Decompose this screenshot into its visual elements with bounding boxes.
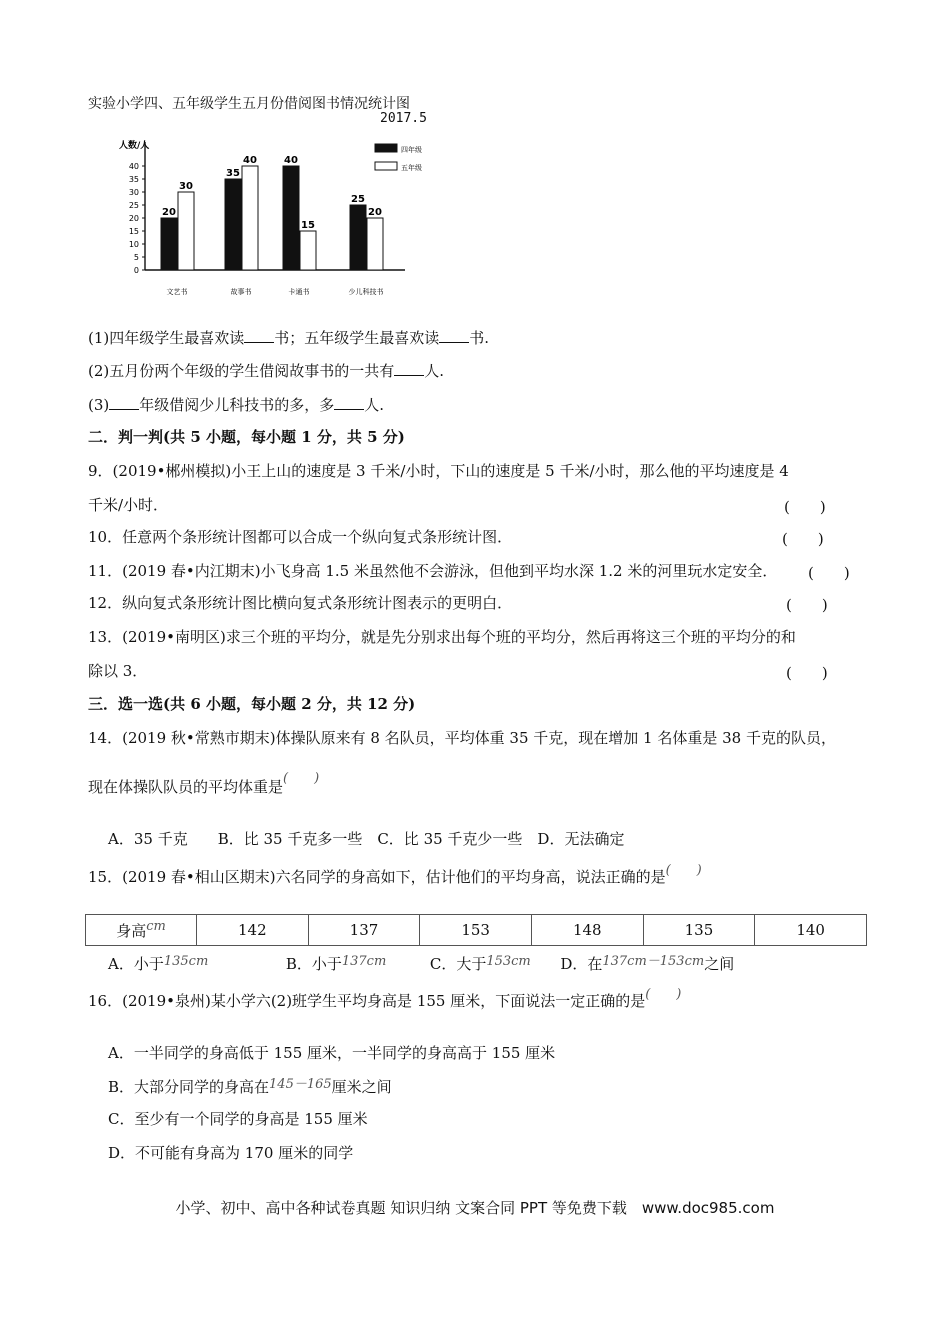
- question-16-option-b: [108, 1076, 392, 1100]
- q1-text-a: (1)四年级学生最喜欢读: [88, 329, 245, 347]
- section-heading-choose: 三．选一选(共 6 小题，每小题 2 分，共 12 分): [88, 695, 416, 713]
- legend-swatch: [375, 144, 397, 152]
- q1-text-b: 书；五年级学生最喜欢读: [274, 329, 440, 347]
- q14-stem: 现在体操队队员的平均体重是: [88, 778, 284, 796]
- answer-blank[interactable]: [394, 361, 424, 376]
- q15-stem: 15．(2019 春•相山区期末)六名同学的身高如下，估计他们的平均身高，说法正确的是: [88, 868, 666, 886]
- section-heading-judge: 二．判一判(共 5 小题，每小题 1 分，共 5 分): [88, 428, 405, 446]
- bar-chart: [113, 130, 423, 300]
- option-b: B．小于: [285, 955, 342, 973]
- bar-value-label: 20: [368, 207, 382, 218]
- y-tick-label: 40: [128, 162, 139, 171]
- q16-stem: 16．(2019•泉州)某小学六(2)班学生平均身高是 155 厘米，下面说法一定正确的是: [88, 992, 646, 1010]
- question-14-line1: 14．(2019 秋•常熟市期末)体操队原来有 8 名队员，平均体重 35 千克，现在增加 1 名体重是 38 千克的队员，: [88, 729, 836, 747]
- y-tick-label: 30: [128, 188, 139, 197]
- table-cell: 153: [420, 915, 532, 946]
- bar: [178, 192, 194, 270]
- option-d-value: 137cm－153cm: [602, 954, 705, 969]
- option-c-value: 153cm: [486, 954, 531, 969]
- question-9-line2: 千米/小时．: [88, 496, 169, 514]
- answer-paren[interactable]: ( ): [283, 771, 320, 786]
- question-13-line2: 除以 3．: [88, 662, 148, 680]
- bar: [161, 218, 177, 270]
- option-b-value: 137cm: [341, 954, 387, 969]
- table-cell: 140: [755, 915, 867, 946]
- answer-paren[interactable]: ( ): [782, 530, 824, 548]
- y-tick-label: 5: [133, 253, 139, 262]
- option-b-range: 145－165: [269, 1077, 332, 1092]
- question-14-options: A．35 千克 B．比 35 千克多一些 C．比 35 千克少一些 D．无法确定: [108, 830, 625, 848]
- option-a: A．小于: [108, 955, 164, 973]
- bar-value-label: 35: [226, 168, 240, 179]
- question-15-options: [108, 953, 734, 977]
- question-16-option-a: A．一半同学的身高低于 155 厘米，一半同学的身高高于 155 厘米: [108, 1044, 556, 1062]
- table-row: [86, 915, 867, 946]
- question-15: [88, 863, 702, 890]
- question-2: [88, 360, 444, 382]
- answer-paren[interactable]: ( ): [786, 596, 828, 614]
- question-12: 12．纵向复式条形统计图比横向复式条形统计图表示的更明白．: [88, 594, 513, 612]
- question-13-line1: 13．(2019•南明区)求三个班的平均分，就是先分别求出每个班的平均分，然后再将这三个班的平均分的和: [88, 628, 796, 646]
- bar-value-label: 30: [179, 181, 193, 192]
- header-unit: cm: [146, 918, 166, 934]
- x-tick-label: 故事书: [230, 288, 252, 296]
- option-d: D．在: [560, 955, 603, 973]
- question-14-line2: [88, 771, 320, 800]
- answer-blank[interactable]: [244, 328, 274, 343]
- question-10: 10．任意两个条形统计图都可以合成一个纵向复式条形统计图．: [88, 528, 513, 546]
- bar-value-label: 15: [301, 220, 315, 231]
- legend-swatch: [375, 162, 397, 170]
- answer-paren[interactable]: ( ): [645, 987, 682, 1002]
- bar: [367, 218, 383, 270]
- x-tick-label: 文艺书: [166, 288, 188, 296]
- q1-text-c: 书.: [469, 329, 490, 347]
- page-footer: 小学、初中、高中各种试卷真题 知识归纳 文案合同 PPT 等免费下载 www.doc985.com: [175, 1199, 775, 1217]
- bar: [225, 179, 241, 270]
- bar: [242, 166, 258, 270]
- legend-label: 四年级: [401, 146, 422, 154]
- bar-value-label: 20: [162, 207, 176, 218]
- q2-text-a: (2)五月份两个年级的学生借阅故事书的一共有: [88, 362, 395, 380]
- q3-text-b: 年级借阅少儿科技书的多，多: [139, 396, 335, 414]
- y-tick-label: 25: [128, 201, 139, 210]
- question-16-option-c: C．至少有一个同学的身高是 155 厘米: [108, 1110, 368, 1128]
- question-9-line1: 9．(2019•郴州模拟)小王上山的速度是 3 千米/小时，下山的速度是 5 千米/小时，那么他的平均速度是 4: [88, 462, 789, 480]
- x-tick-label: 少儿科技书: [348, 288, 384, 296]
- table-cell: 148: [531, 915, 643, 946]
- height-table: [85, 914, 867, 946]
- table-cell: 135: [643, 915, 755, 946]
- answer-paren[interactable]: ( ): [786, 664, 828, 682]
- q3-text-c: 人.: [364, 396, 385, 414]
- y-axis-label: 人数/人: [119, 141, 150, 151]
- question-3: [88, 394, 384, 416]
- answer-blank[interactable]: [109, 395, 139, 410]
- answer-paren[interactable]: ( ): [665, 863, 702, 878]
- answer-blank[interactable]: [334, 395, 364, 410]
- x-tick-label: 卡通书: [288, 288, 310, 296]
- chart-date: 2017.5: [380, 111, 427, 126]
- answer-paren[interactable]: ( ): [784, 498, 826, 516]
- bar-value-label: 25: [351, 194, 365, 205]
- question-11: 11．(2019 春•内江期末)小飞身高 1.5 米虽然他不会游泳，但他到平均水深 1.2 米的河里玩水定安全．: [88, 562, 778, 580]
- bar-value-label: 40: [243, 155, 257, 166]
- bar: [350, 205, 366, 270]
- question-1: [88, 327, 489, 349]
- option-c: C．大于: [429, 955, 487, 973]
- option-a-value: 135cm: [163, 954, 209, 969]
- q2-text-b: 人.: [424, 362, 445, 380]
- y-tick-label: 20: [128, 214, 139, 223]
- table-header-cell: [86, 915, 197, 946]
- bar: [283, 166, 299, 270]
- answer-blank[interactable]: [439, 328, 469, 343]
- chart-title: 实验小学四、五年级学生五月份借阅图书情况统计图: [88, 96, 410, 112]
- header-label: 身高: [116, 921, 147, 940]
- question-16: [88, 987, 682, 1014]
- question-16-option-d: D．不可能有身高为 170 厘米的同学: [108, 1144, 354, 1162]
- bar-value-label: 40: [284, 155, 298, 166]
- table-cell: 137: [308, 915, 420, 946]
- y-tick-label: 15: [128, 227, 139, 236]
- option-b-pre: B．大部分同学的身高在: [108, 1078, 270, 1096]
- y-tick-label: 35: [128, 175, 139, 184]
- bar: [300, 231, 316, 270]
- legend-label: 五年级: [401, 164, 422, 172]
- option-b-post: 厘米之间: [331, 1078, 392, 1096]
- y-tick-label: 0: [133, 266, 139, 275]
- y-tick-label: 10: [128, 240, 139, 249]
- answer-paren[interactable]: ( ): [808, 564, 850, 582]
- option-d-tail: 之间: [704, 955, 735, 973]
- q3-text-a: (3): [88, 396, 110, 414]
- table-cell: 142: [197, 915, 309, 946]
